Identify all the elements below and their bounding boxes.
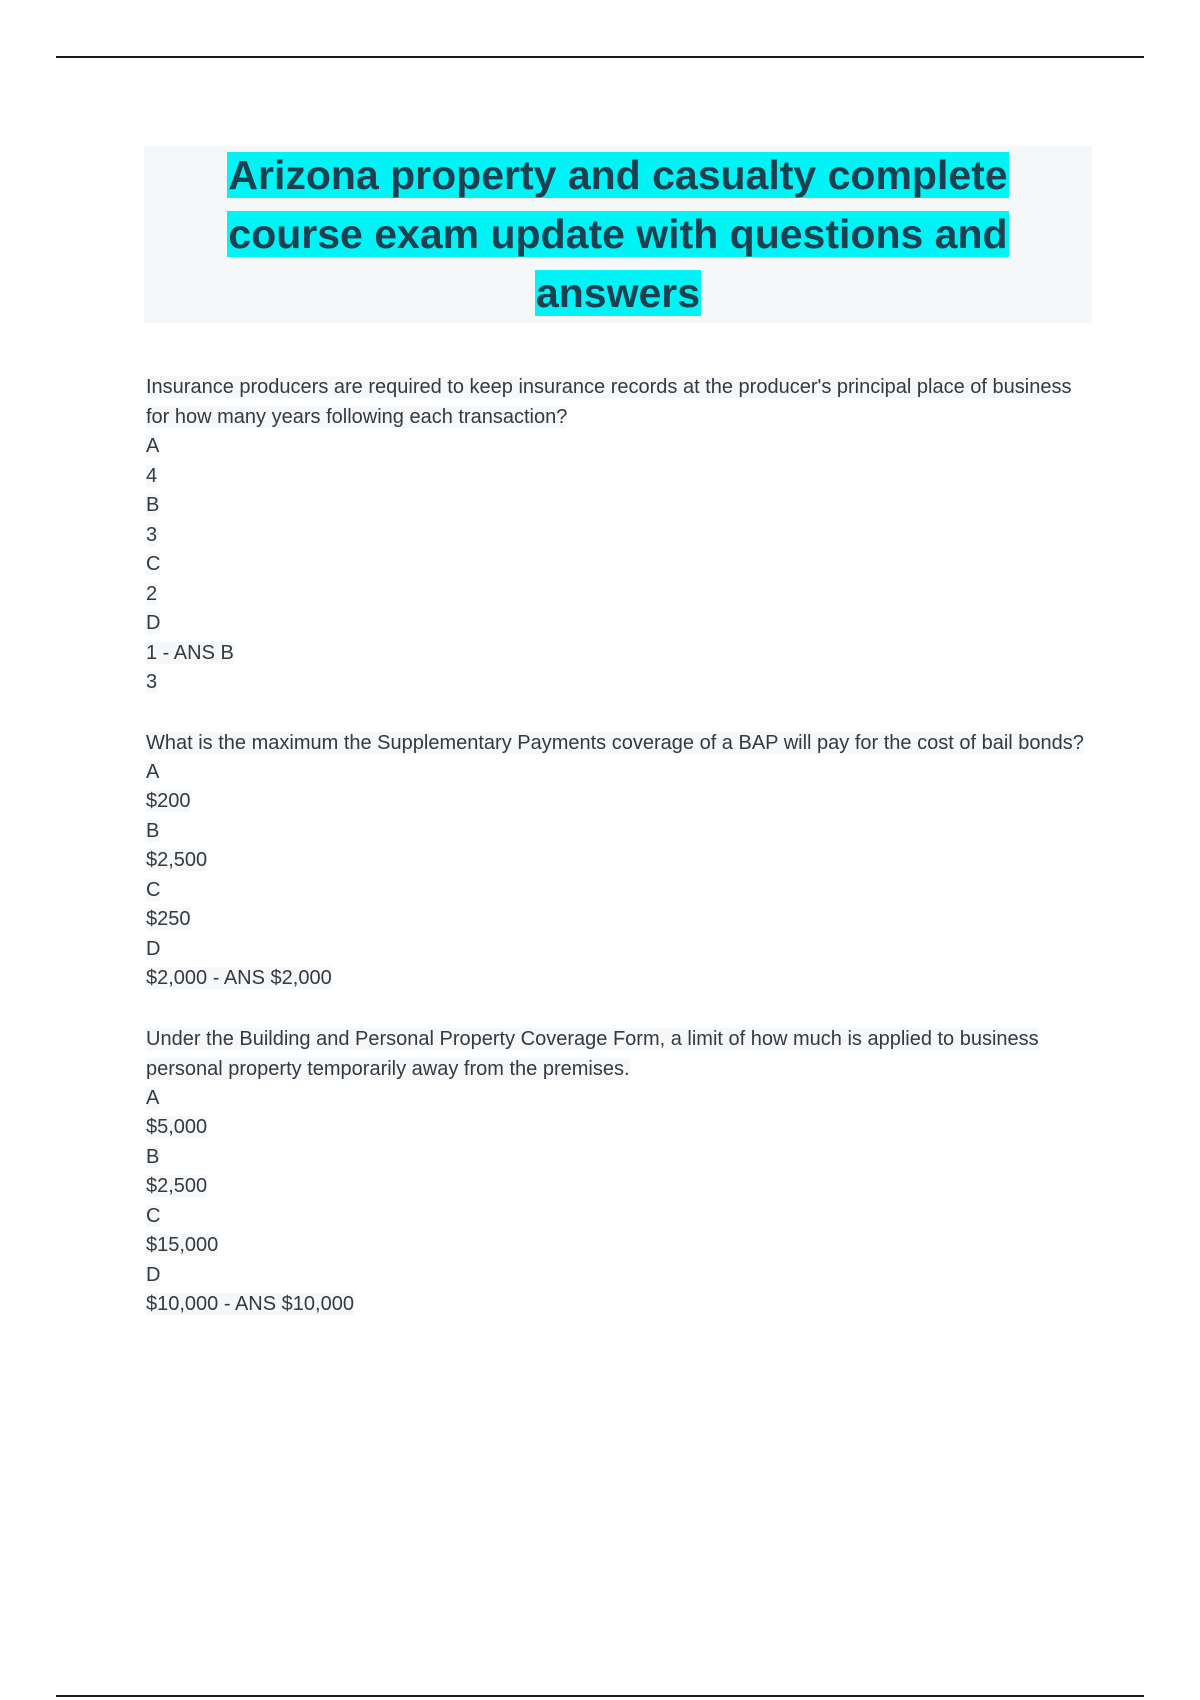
option-value: $2,500 <box>146 849 208 871</box>
title-line: Arizona property and casualty complete <box>228 152 1008 198</box>
option-label: B <box>146 819 160 842</box>
title-line: course exam update with questions and <box>228 211 1008 257</box>
option-value: 2 <box>146 582 158 605</box>
option-value: $200 <box>146 790 191 812</box>
question-text: Under the Building and Personal Property Coverage Form, a limit of how much is applied to business personal property temporarily away from the premises. <box>146 1027 1039 1080</box>
option-label: C <box>146 878 161 901</box>
option-value: $15,000 <box>146 1234 219 1256</box>
answer-line: $2,000 - ANS $2,000 <box>146 967 332 989</box>
option-value: 3 <box>146 523 158 546</box>
footer-rule <box>56 1695 1144 1697</box>
answer-line: $10,000 - ANS $10,000 <box>146 1293 354 1315</box>
option-label: D <box>146 1263 161 1286</box>
answer-value: 3 <box>146 671 158 693</box>
option-label: A <box>146 760 160 783</box>
question-text: Insurance producers are required to keep insurance records at the producer's principal place of business for how many years following each transaction? <box>146 376 1072 428</box>
header-rule <box>56 56 1144 58</box>
option-label: C <box>146 1204 161 1227</box>
option-label: D <box>146 937 161 960</box>
question-text: What is the maximum the Supplementary Payments coverage of a BAP will pay for the cost of bail bonds? <box>146 731 1084 754</box>
option-label: A <box>146 435 160 457</box>
option-value: 4 <box>146 464 158 487</box>
option-value: $5,000 <box>146 1116 208 1138</box>
option-label: C <box>146 553 161 575</box>
title-line: answers <box>535 270 701 316</box>
document-title <box>144 146 1092 323</box>
question-block <box>146 728 1092 994</box>
question-list <box>146 372 1092 1350</box>
option-label: B <box>146 1145 160 1168</box>
question-block <box>146 372 1092 698</box>
option-label: B <box>146 494 160 516</box>
question-block <box>146 1024 1092 1320</box>
option-value: $250 <box>146 908 191 930</box>
answer-line: 1 - ANS B <box>146 641 234 664</box>
option-label: A <box>146 1086 160 1109</box>
option-label: D <box>146 612 161 634</box>
option-value: $2,500 <box>146 1175 208 1197</box>
title-block <box>144 146 1092 323</box>
